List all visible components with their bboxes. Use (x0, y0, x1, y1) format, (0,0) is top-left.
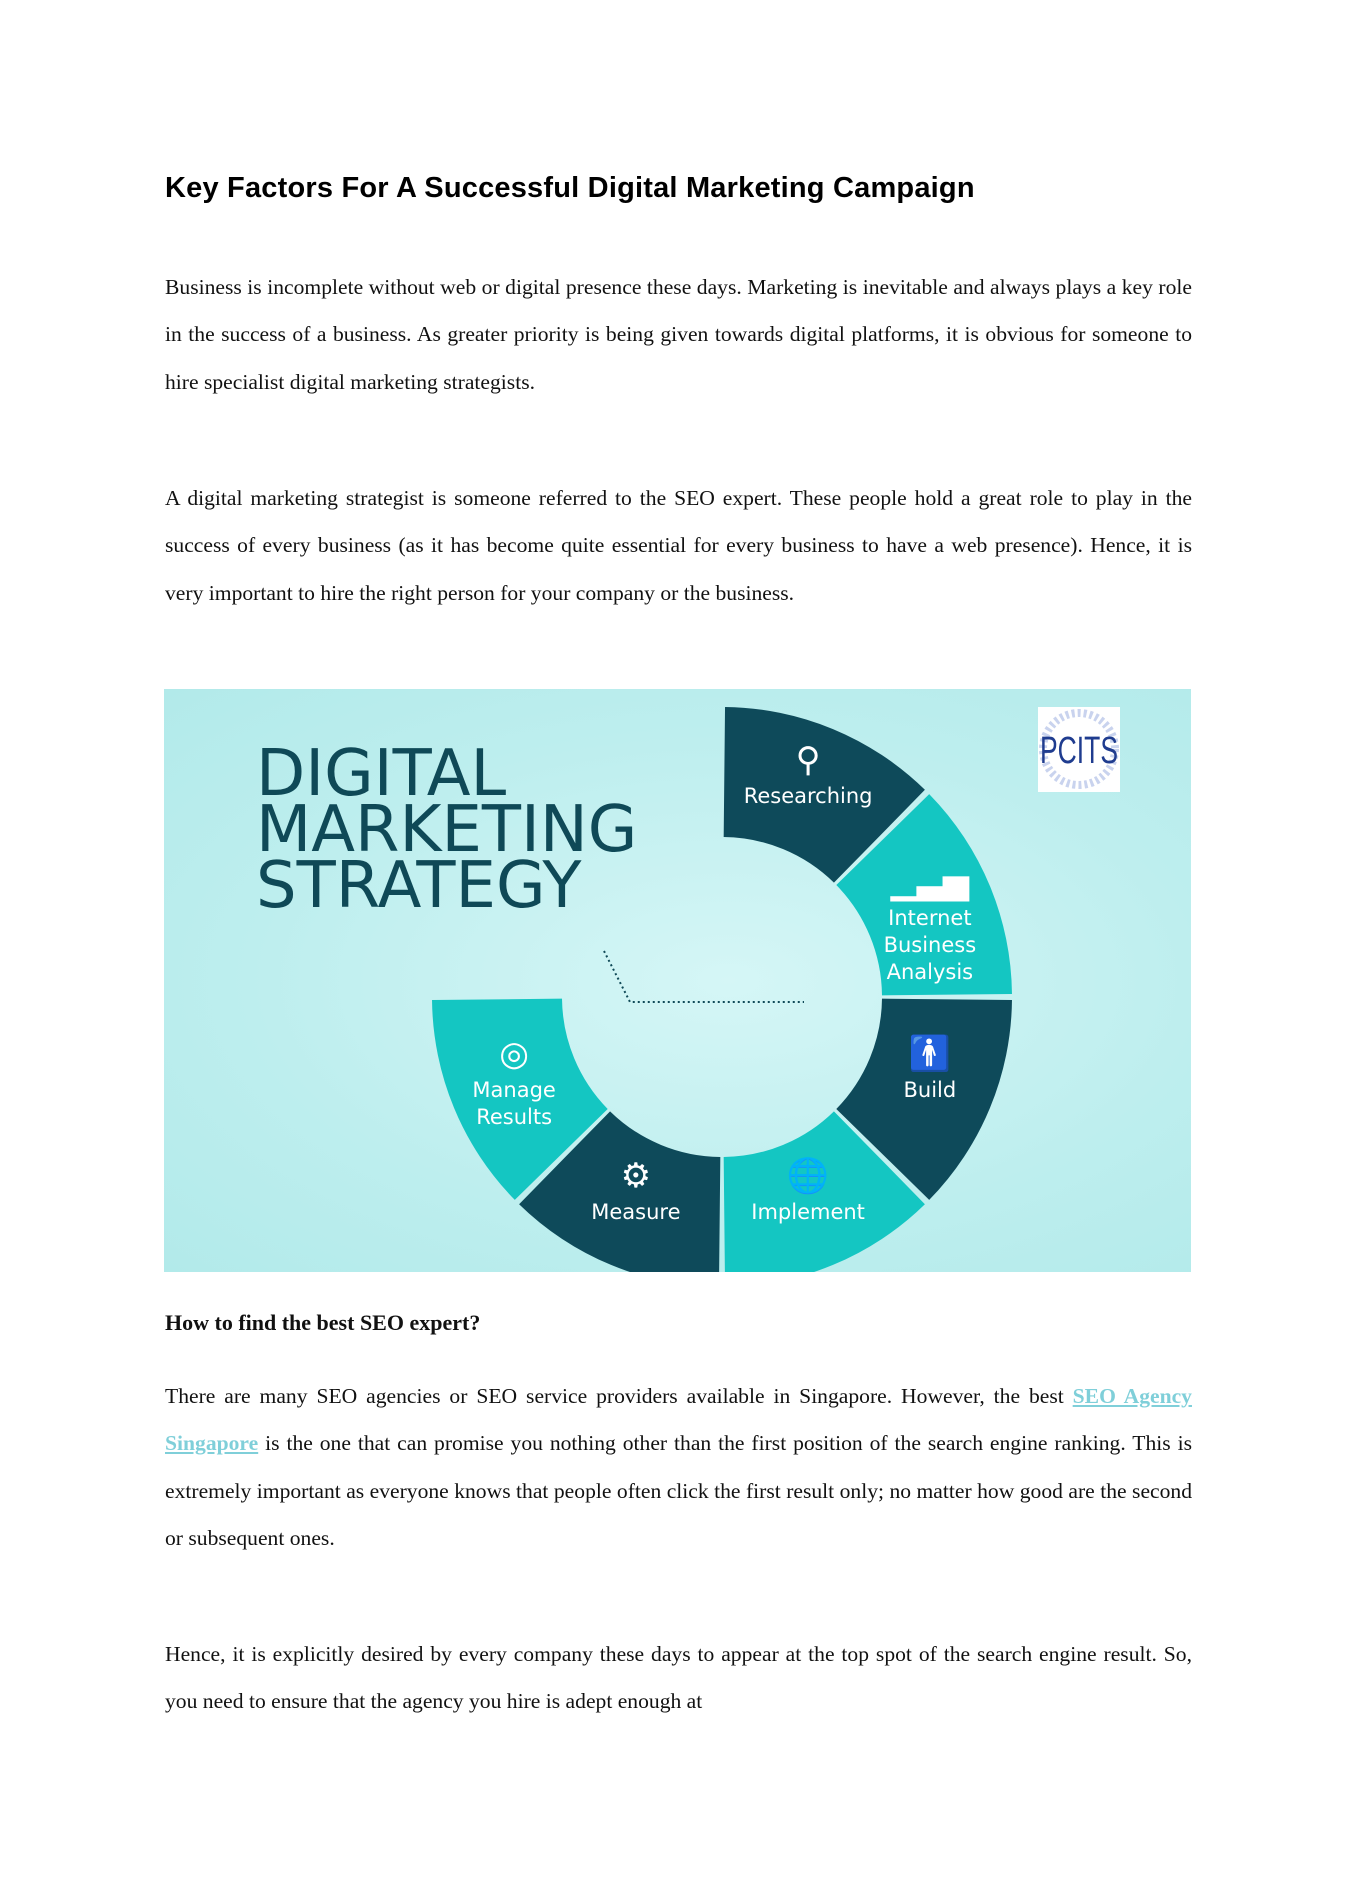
logo (1038, 707, 1120, 792)
heading-line-3: STRATEGY (256, 849, 582, 923)
heading-line-2: MARKETING (256, 793, 638, 867)
segment-label: Implement (751, 1199, 865, 1224)
strategy-wheel (164, 689, 1191, 1272)
segment-label: Internet Business Analysis (883, 905, 977, 984)
paragraph-intro: Business is incomplete without web or digital presence these days. Marketing is inevitable and always plays a key role in the success of a business. As greater priority is being given towards digital platforms, it is obvious for someone to hire specialist digital marketing strategists. (165, 275, 1192, 394)
segment-label: Build (903, 1078, 957, 1103)
seo-agency-singapore-link[interactable]: SEO Agency Singapore (165, 1384, 1192, 1456)
segment-label: Measure (591, 1199, 681, 1224)
bar-chart-icon: ▁▃▅ (890, 861, 970, 902)
paragraph-top-spot: Hence, it is explicitly desired by every company these days to appear at the top spot of the search engine result. So, you need to ensure that the agency you hire is adept enough at (165, 1642, 1192, 1714)
section-heading: How to find the best SEO expert? (165, 1310, 481, 1335)
gears-icon: ⚙ (620, 1155, 652, 1196)
dotted-connector (604, 951, 804, 1002)
paragraph-text: is the one that can promise you nothing other than the first position of the search engine ranking. This is extremely important as everyone knows that people often click the first result only; no matter how good are the second or subsequent ones. (165, 1431, 1192, 1550)
paragraph-seo-agencies (165, 1373, 1192, 1562)
logo-text: PCITS (1040, 730, 1118, 772)
globe-icon: 🌐 (786, 1155, 830, 1196)
paragraph-text: There are many SEO agencies or SEO service providers available in Singapore. However, the best (165, 1384, 1073, 1408)
paragraph-strategist: A digital marketing strategist is someone referred to the SEO expert. These people hold a great role to play in the success of every business (as it has become quite essential for every business to have a web presence). Hence, it is very important to hire the right person for your company or the business. (165, 486, 1192, 605)
magnifier-icon: ⚲ (795, 740, 821, 781)
heading-line-1: DIGITAL (256, 737, 507, 811)
digital-marketing-strategy-infographic (164, 689, 1191, 1272)
target-icon: ◎ (499, 1034, 529, 1075)
segment-label: Researching (743, 784, 873, 809)
people-icon: 🚹 (908, 1034, 952, 1075)
segment-label: Manage Results (472, 1078, 556, 1130)
page-title: Key Factors For A Successful Digital Marketing Campaign (165, 172, 975, 204)
